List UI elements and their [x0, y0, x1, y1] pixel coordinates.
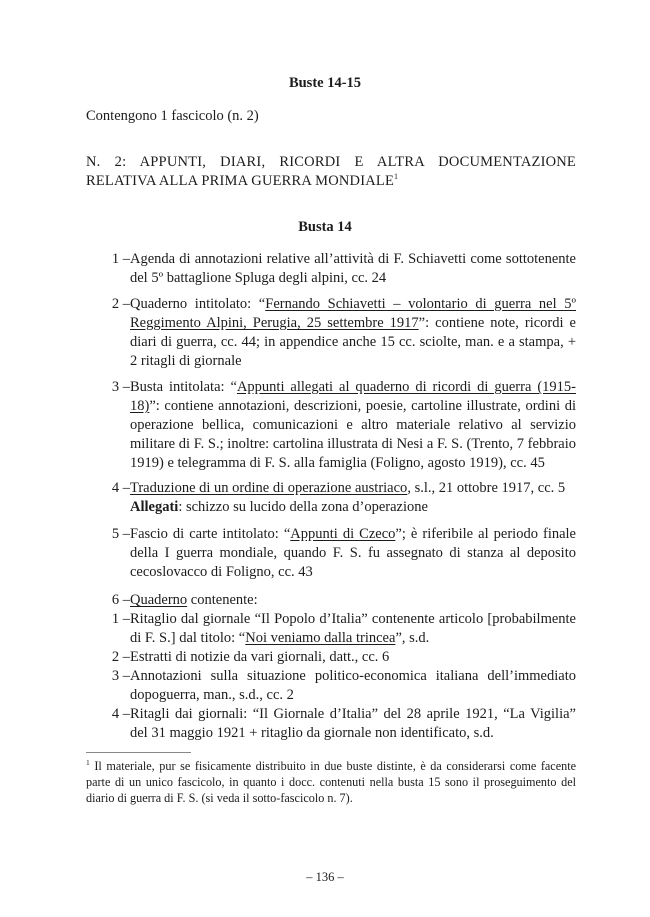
item-suffix: ”; è riferibile al periodo finale della I guerra mondiale, quando F. S. fu assegnato di stanza al deposito cecoslovacco di Foligno, cc. 43: [130, 526, 576, 580]
subitem-title: Noi veniamo dalla trincea: [245, 630, 396, 646]
item-number: 2 –: [111, 296, 130, 312]
item-number: 1 –: [111, 251, 130, 267]
list-item: [86, 250, 576, 288]
footnote-text: Il materiale, pur se fisicamente distribuito in due buste distinte, è da considerarsi come facente parte di un unico fascicolo, in quanto i docc. contenuti nella busta 15 sono il proseguimento del diario di guerra di F. S. (si veda il sotto-fascicolo n. 7).: [86, 759, 576, 805]
subitem-number: 4 –: [111, 706, 130, 722]
item-prefix: Busta intitolata: “: [130, 379, 237, 395]
intro-text: Contengono 1 fascicolo (n. 2): [86, 108, 259, 124]
footnote-number: 1: [86, 758, 90, 767]
list-item: [86, 525, 576, 582]
item-text: [130, 295, 576, 371]
footnote-ref: 1: [394, 172, 399, 181]
item-number: 5 –: [111, 526, 130, 542]
item-title: Appunti allegati al quaderno di ricordi di guerra (1915-18): [130, 379, 576, 414]
item-text: [130, 479, 576, 517]
subitem-prefix: Ritaglio dal giornale “Il Popolo d’Italia” contenente articolo [probabilmente di F. S.] dal titolo: “: [130, 611, 576, 646]
list-item: [86, 591, 576, 743]
item-prefix: Fascio di carte intitolato: “: [130, 526, 291, 542]
sublist-item: [86, 648, 576, 667]
item-text: [130, 378, 576, 473]
section-heading: [86, 153, 576, 191]
item-number: 3 –: [111, 379, 130, 395]
sublist-item: [86, 705, 576, 743]
sublist-item: [86, 667, 576, 705]
allegati-label: Allegati: [130, 499, 179, 515]
item-suffix: contenente:: [187, 592, 258, 608]
item-number: 6 –: [111, 592, 130, 608]
page-number: – 136 –: [306, 870, 344, 884]
item-suffix: ”: contiene annotazioni, descrizioni, poesie, cartoline illustrate, ordini di operazione bellica, comunicazioni e altro materiale relativo al servizio militare di F. S.; inoltre: cartolina illustrata di Nesi a F. S. (Trento, 7 febbraio 1919) e telegramma di F. S. alla famiglia (Foligno, agosto 1919), cc. 45: [130, 398, 576, 471]
item-text: Agenda di annotazioni relative all’attività di F. Schiavetti come sottotenente del 5º battaglione Spluga degli alpini, cc. 24: [130, 251, 576, 286]
subitem-text: Ritagli dai giornali: “Il Giornale d’Italia” del 28 aprile 1921, “La Vigilia” del 31 maggio 1921 + ritaglio da giornale non identificato, s.d.: [130, 706, 576, 741]
footnote: [86, 758, 576, 806]
list-item: [86, 378, 576, 473]
subitem-text: [130, 610, 576, 648]
item-title: Fernando Schiavetti – volontario di guerra nel 5º Reggimento Alpini, Perugia, 25 settembre 1917: [130, 296, 576, 331]
list-item: [86, 479, 576, 517]
allegati-text: : schizzo su lucido della zona d’operazione: [178, 499, 428, 515]
item-prefix: Quaderno intitolato: “: [130, 296, 266, 312]
item-suffix: , s.l., 21 ottobre 1917, cc. 5: [407, 480, 566, 496]
sublist: [86, 610, 576, 743]
subitem-number: 2 –: [111, 649, 130, 665]
item-number: 4 –: [111, 480, 130, 496]
item-text: [130, 525, 576, 582]
item-title: Traduzione di un ordine di operazione austriaco: [130, 480, 408, 496]
busta-title: Busta 14: [298, 219, 352, 235]
subitem-text: Estratti di notizie da vari giornali, datt., cc. 6: [130, 649, 390, 665]
subitem-text: Annotazioni sulla situazione politico-economica italiana dell’immediato dopoguerra, man., s.d., cc. 2: [130, 668, 576, 703]
subitem-number: 1 –: [111, 611, 130, 627]
page-title: Buste 14-15: [288, 75, 362, 91]
item-title: Quaderno: [130, 592, 188, 608]
item-title: Appunti di Czeco: [290, 526, 396, 542]
subitem-number: 3 –: [111, 668, 130, 684]
subitem-suffix: ”, s.d.: [395, 630, 430, 646]
sublist-item: [86, 610, 576, 648]
footnote-divider: [86, 752, 191, 753]
item-text: [130, 591, 576, 610]
list-item: [86, 295, 576, 371]
section-heading-text: N. 2: APPUNTI, DIARI, RICORDI E ALTRA DOCUMENTAZIONE RELATIVA ALLA PRIMA GUERRA MONDIALE: [86, 154, 576, 189]
item-suffix: ”: contiene note, ricordi e diari di guerra, cc. 44; in appendice anche 15 cc. sciolte, man. e a stampa, + 2 ritagli di giornale: [130, 315, 576, 369]
